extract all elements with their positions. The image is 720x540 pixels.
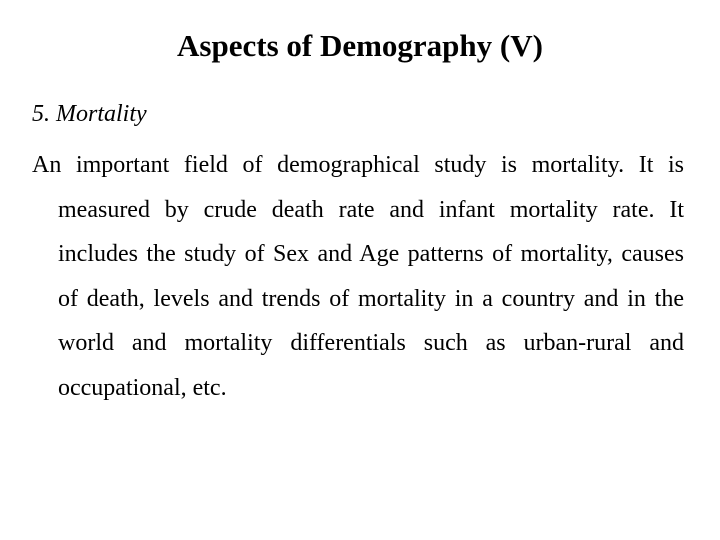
body-paragraph: An important field of demographical study is mortality. It is measured by crude death rate and infant mortality rate. It includes the study of Sex and Age patterns of mortality, causes of death, levels and trends of mortality in a country and in the world and mortality differentials such as urban-rural and occupational, etc. [32, 152, 684, 401]
section-heading: 5. Mortality [32, 101, 147, 127]
slide-title: Aspects of Demography (V) [177, 28, 543, 63]
